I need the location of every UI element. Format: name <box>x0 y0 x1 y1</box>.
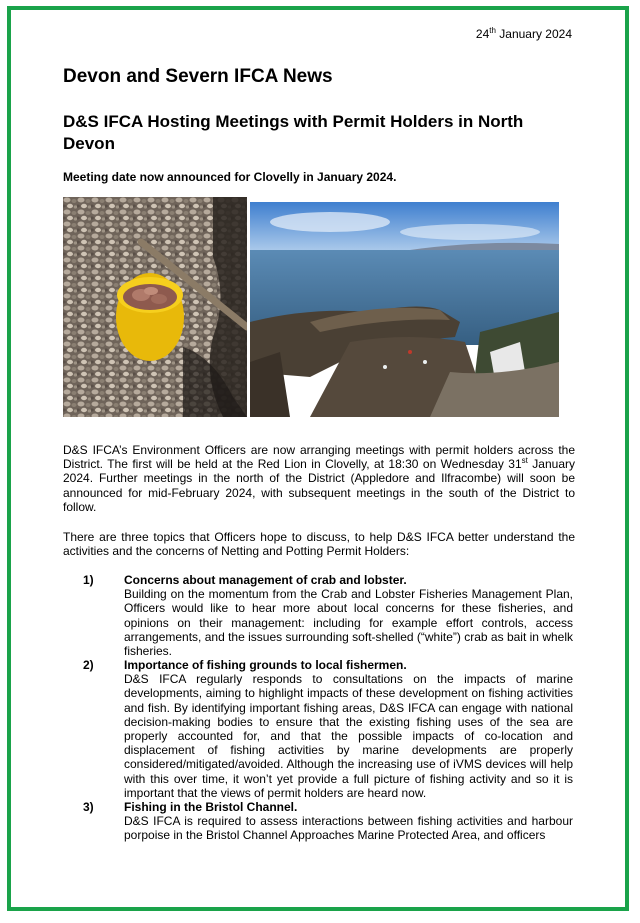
topic-body: Building on the momentum from the Crab and Lobster Fisheries Management Plan, Officers would like to hear more about local concerns for these fisheries, and opinions on their management: including for example effort controls, access arrangements, and the issues surrounding soft-shelled (“white”) crab as bait in whelk fisheries. <box>124 587 573 659</box>
topic-title: Fishing in the Bristol Channel. <box>124 800 298 814</box>
topic-body: D&S IFCA regularly responds to consultations on the impacts of marine developments, aiming to highlight impacts of these development on fishing activities and fish. By identifying important fishing areas, D&S IFCA can engage with national decision-making bodies to ensure that the existing fishing uses of the sea are properly accounted for, and that the possible impacts of co-location and displacement of fishing activities by marine developments are properly considered/mitigated/avoided. Although the increasing use of iVMS devices will help with this over time, it won’t yet provide a full picture of fishing activity and so it is important that the views of permit holders are heard now. <box>124 672 573 800</box>
topic-item <box>124 573 573 658</box>
topic-title: Concerns about management of crab and lobster. <box>124 573 407 587</box>
article-subtitle: Meeting date now announced for Clovelly in January 2024. <box>63 170 397 184</box>
topic-number: 3) <box>83 800 94 814</box>
topic-body: D&S IFCA is required to assess interactions between fishing activities and harbour porpoise in the Bristol Channel Approaches Marine Protected Area, and officers <box>124 814 573 843</box>
topic-number: 2) <box>83 658 94 672</box>
intro-paragraph: D&S IFCA’s Environment Officers are now arranging meetings with permit holders across the District. The first will be held at the Red Lion in Clovelly, at 18:30 on Wednesday 31st January 2024. Further meetings in the north of the District (Appledore and Ilfracombe) will soon be announced for mid-February 2024, with subsequent meetings in the south of the District to follow. <box>63 443 575 514</box>
newsletter-title: Devon and Severn IFCA News <box>63 66 333 87</box>
issue-date: 24th January 2024 <box>475 26 572 41</box>
topic-item <box>124 658 573 800</box>
bucket-on-beach-photo <box>63 197 247 417</box>
article-title: D&S IFCA Hosting Meetings with Permit Holders in North Devon <box>63 112 524 153</box>
topic-item <box>124 800 573 843</box>
topic-title: Importance of fishing grounds to local fishermen. <box>124 658 407 672</box>
topics-intro-paragraph: There are three topics that Officers hope to discuss, to help D&S IFCA better understand the activities and the concerns of Netting and Potting Permit Holders: <box>63 530 575 559</box>
topic-number: 1) <box>83 573 94 587</box>
clovelly-harbour-photo <box>250 202 559 417</box>
